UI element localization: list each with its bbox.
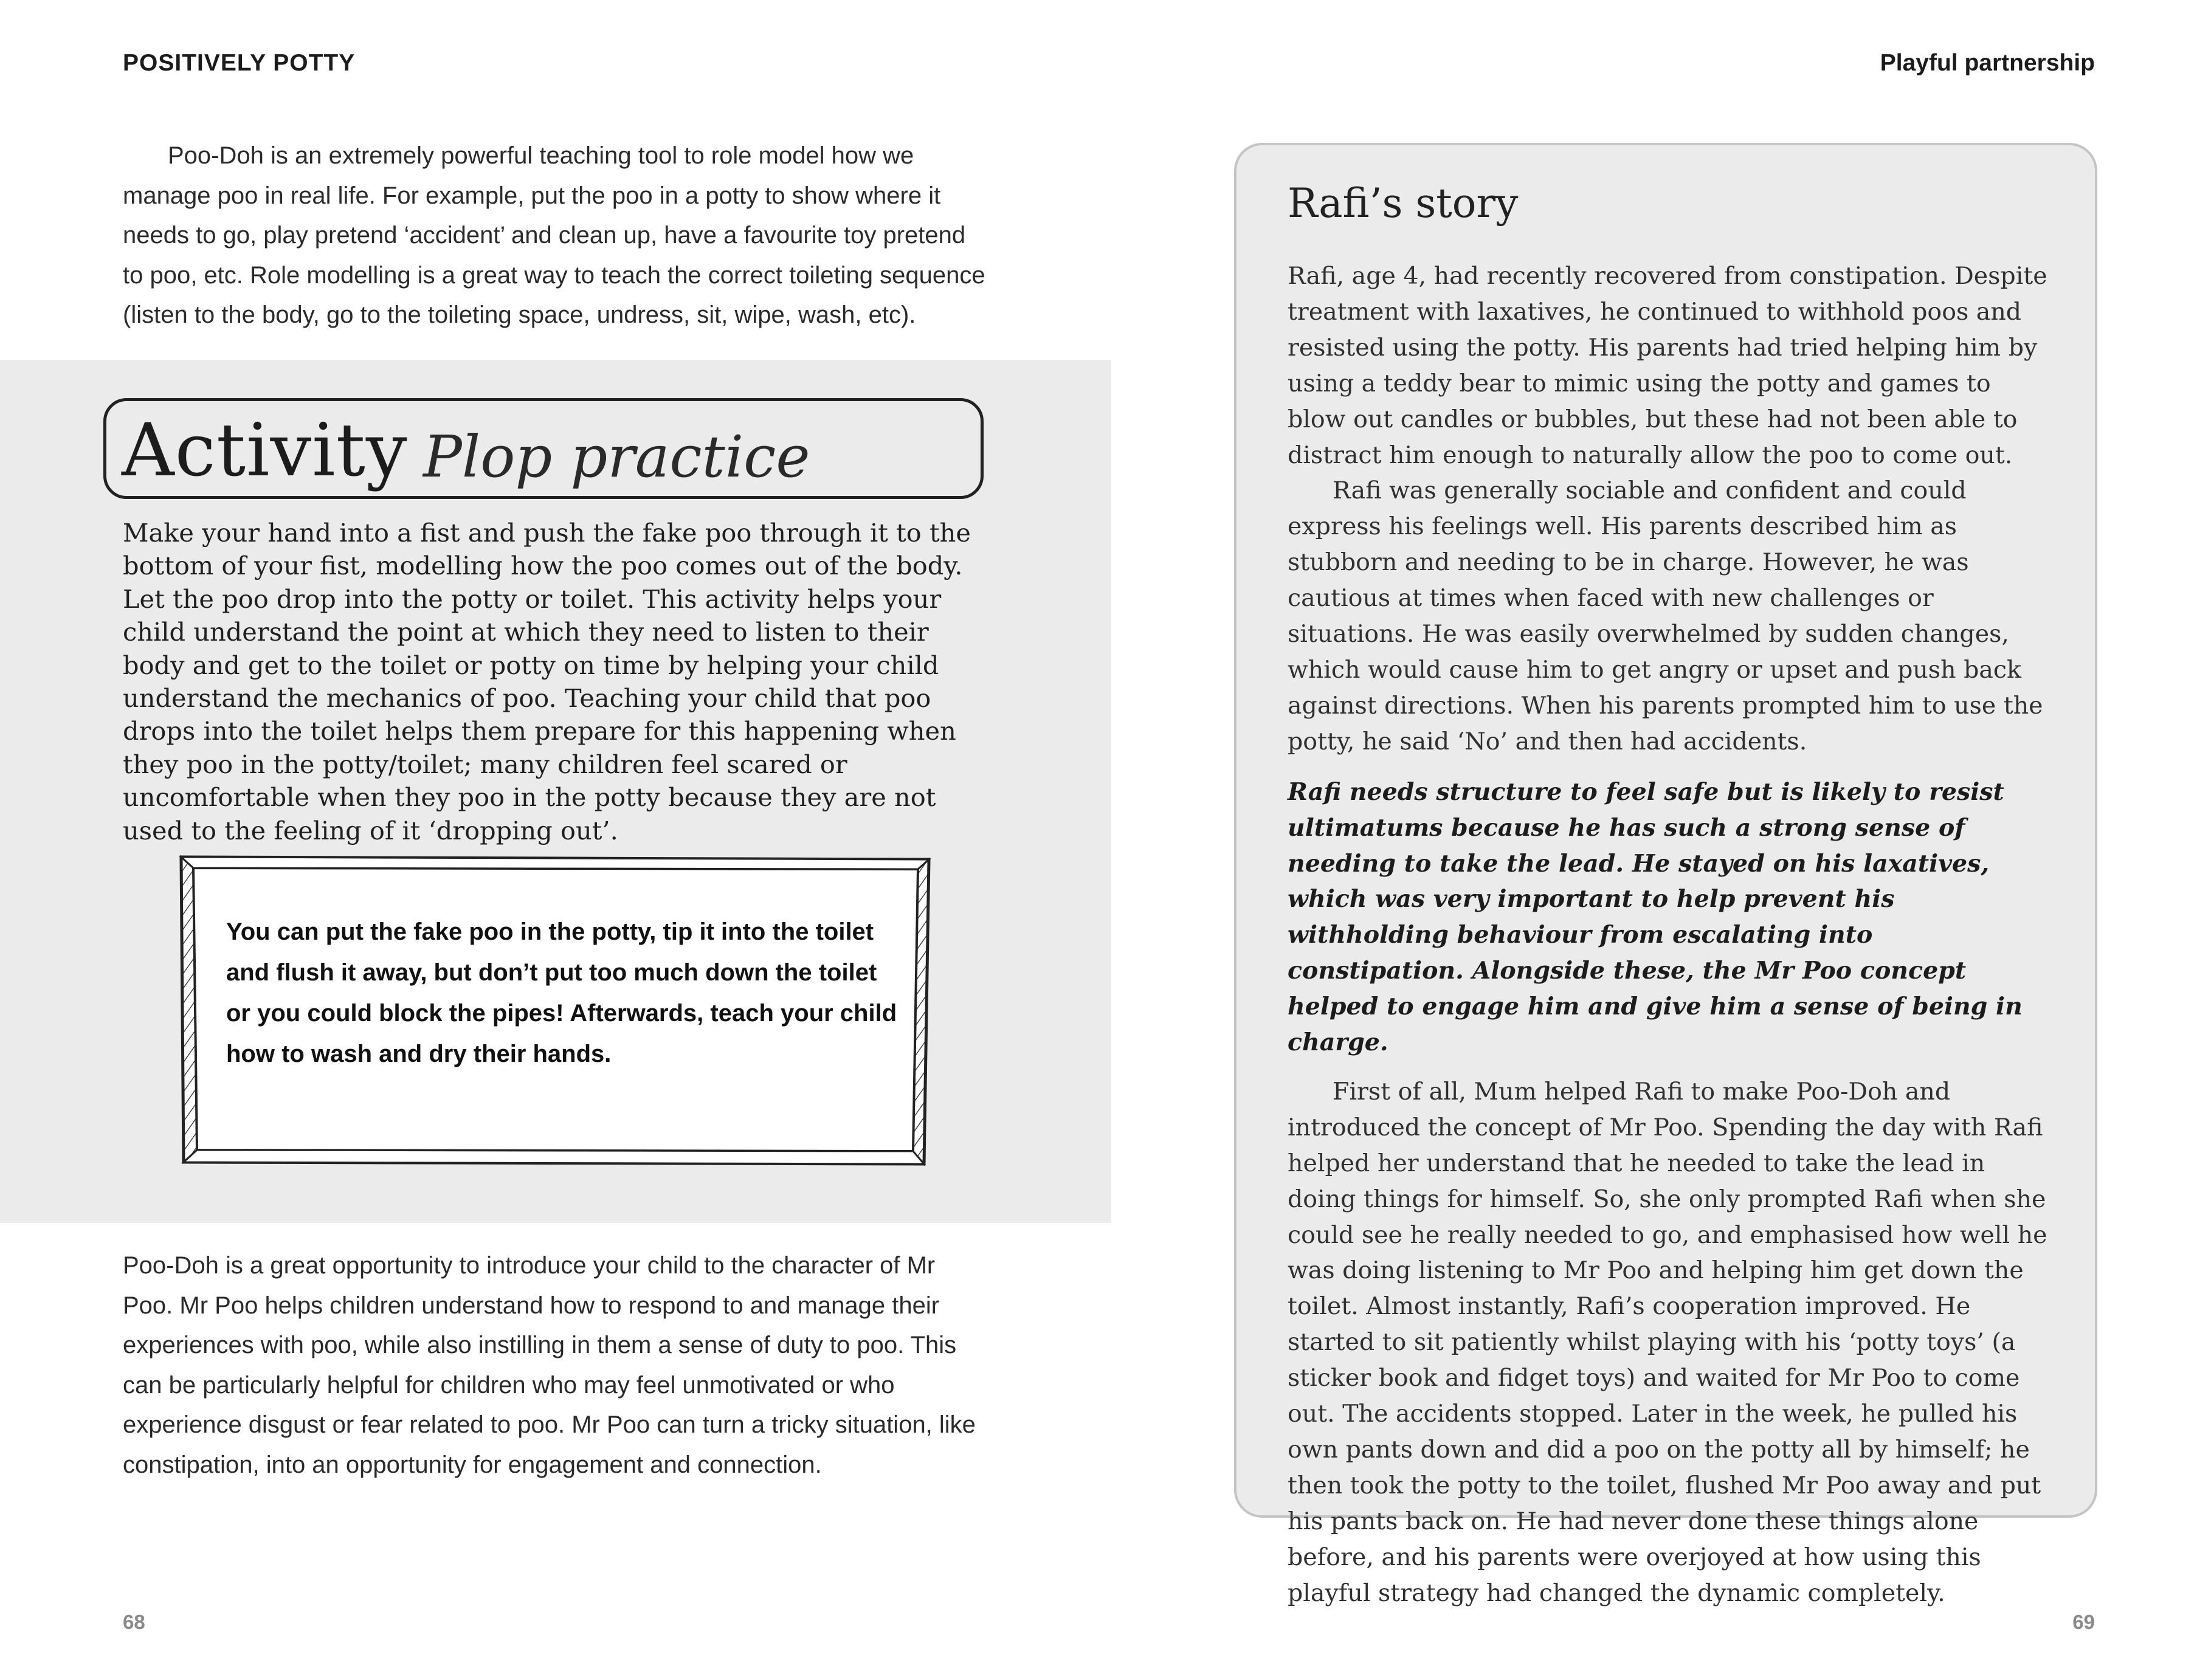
story-text (1288, 258, 2054, 1611)
intro-paragraph: Poo-Doh is an extremely powerful teaching tool to role model how we manage poo in real life. For example, put the poo in a potty to show where it needs to go, play pretend ‘accident’ and clean up, have a favourite toy pretend to poo, etc. Role modelling is a great way to teach the correct toileting sequence (listen to the body, go to the toileting space, undress, sit, wipe, wash, etc). (123, 142, 985, 328)
running-head-right: Playful partnership (1880, 50, 2095, 76)
story-title: Rafi’s story (1288, 180, 1519, 227)
page-number-left: 68 (123, 1611, 145, 1633)
activity-body: Make your hand into a fist and push the fake poo through it to the bottom of your fist, modelling how the poo comes out of the body. Let the poo drop into the potty or toilet. This activity helps your child understand the point at which they need to listen to their body and get to the toilet or potty on time by helping your child understand the mechanics of poo. Teaching your child that poo drops into the toilet helps them prepare for this happening when they poo in the potty/toilet; many children feel scared or uncomfortable when they poo in the potty because they are not used to the feeling of it ‘dropping out’. (123, 518, 971, 845)
tip-text: You can put the fake poo in the potty, tip it into the toilet and flush it away, but don’t put too much down the toilet or you could block the pipes! Afterwards, teach your child how to wash and dry their hands. (226, 918, 897, 1067)
outro-paragraph: Poo-Doh is a great opportunity to introduce your child to the character of Mr Poo. Mr Poo helps children understand how to respond to and manage their experiences with poo, while also instilling in them a sense of duty to poo. This can be particularly helpful for children who may feel unmotivated or who experience disgust or fear related to poo. Mr Poo can turn a tricky situation, like constipation, into an opportunity for engagement and connection. (123, 1252, 976, 1478)
activity-title: Plop practice (423, 424, 810, 491)
intro-section (123, 136, 986, 336)
story-paragraph: First of all, Mum helped Rafi to make Poo-Doh and introduced the concept of Mr Poo. Spending the day with Rafi helped her understand that he needed to take the lead in doing things for himself. So, she only prompted Rafi when she could see he really needed to go, and emphasised how well he was doing listening to Mr Poo and helping him get down the toilet. Almost instantly, Rafi’s cooperation improved. He started to sit patiently whilst playing with his ‘potty toys’ (a sticker book and fidget toys) and waited for Mr Poo to come out. The accidents stopped. Later in the week, he pulled his own pants down and did a poo on the potty all by himself; he then took the potty to the toilet, flushed Mr Poo away and put his pants back on. He had never done these things alone before, and his parents were overjoyed at how using this playful strategy had changed the dynamic completely. (1288, 1077, 2047, 1607)
running-head-left: POSITIVELY POTTY (123, 50, 356, 76)
outro-section (123, 1246, 986, 1485)
page-number-right: 69 (2072, 1611, 2095, 1633)
story-emphasis-paragraph: Rafi needs structure to feel safe but is likely to resist ultimatums because he has such a strong sense of needing to take the lead. He stayed on his laxatives, which was very important to help prevent his withholding behaviour from escalating into constipation. Alongside these, the Mr Poo concept helped to engage him and give him a sense of being in charge. (1288, 777, 2023, 1057)
story-paragraph: Rafi was generally sociable and confident and could express his feelings well. His parents described him as stubborn and needing to be in charge. However, he was cautious at times when faced with new challenges or situations. He was easily overwhelmed by sudden changes, which would cause him to get angry or upset and push back against directions. When his parents prompted him to use the potty, he said ‘No’ and then had accidents. (1288, 477, 2043, 756)
story-paragraph: Rafi, age 4, had recently recovered from constipation. Despite treatment with laxatives, he continued to withhold poos and resisted using the potty. His parents had tried helping him by using a teddy bear to mimic using the potty and games to blow out candles or bubbles, but these had not been able to distract him enough to naturally allow the poo to come out. (1288, 262, 2047, 469)
activity-label: Activity (122, 408, 408, 493)
